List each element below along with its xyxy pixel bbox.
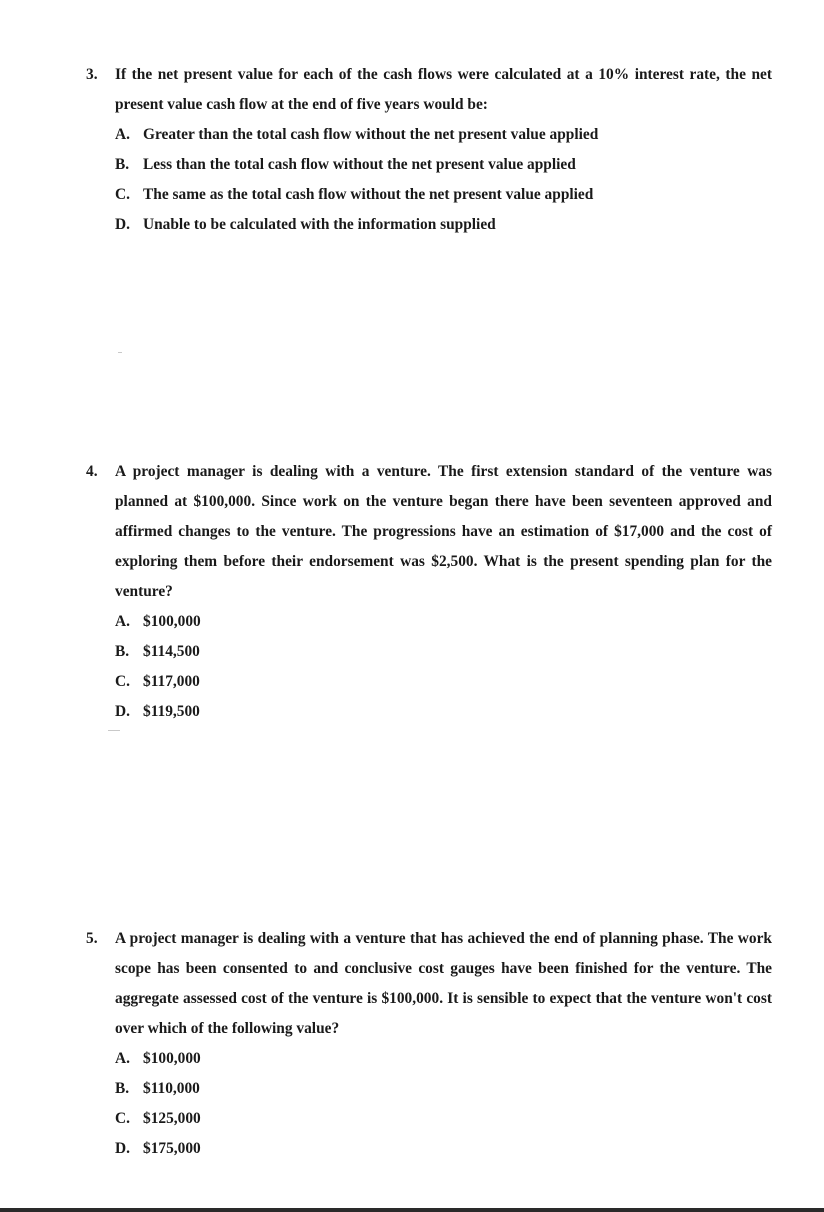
question-number: 5. [86,930,98,947]
option-a [115,120,772,150]
question-3-stem [86,60,772,120]
option-d [115,210,772,240]
option-c [115,180,772,210]
question-5-stem [86,924,772,1044]
option-d [115,1134,772,1164]
option-text: $100,000 [143,613,201,630]
option-letter: A. [115,1050,130,1067]
question-number: 4. [86,463,98,480]
option-text: $117,000 [143,673,200,690]
option-text: Greater than the total cash flow without the net present value applied [143,126,599,143]
option-letter: B. [115,643,130,660]
page-bottom-edge [0,1208,824,1212]
option-a [115,607,772,637]
option-d [115,697,772,727]
option-letter: B. [115,1080,130,1097]
option-letter: D. [115,216,130,233]
scan-artifact [118,352,122,353]
option-text: $110,000 [143,1080,200,1097]
option-letter: A. [115,613,130,630]
option-c [115,1104,772,1134]
option-letter: B. [115,156,130,173]
scan-artifact [108,730,120,731]
option-text: The same as the total cash flow without the net present value applied [143,186,594,203]
question-3 [86,60,772,240]
option-letter: C. [115,186,130,203]
question-5 [86,924,772,1164]
question-text: A project manager is dealing with a venture. The first extension standard of the venture was planned at $100,000. Since work on the venture began there have been seventeen approved and affirmed changes to the venture. The progressions have an estimation of $17,000 and the cost of exploring them before their endorsement was $2,500. What is the present spending plan for the venture? [115,463,772,600]
question-5-options [86,1044,772,1164]
option-letter: A. [115,126,130,143]
option-b [115,150,772,180]
option-letter: D. [115,1140,130,1157]
option-letter: D. [115,703,130,720]
option-letter: C. [115,673,130,690]
option-text: $119,500 [143,703,200,720]
question-3-options [86,120,772,240]
option-text: $100,000 [143,1050,201,1067]
option-text: $125,000 [143,1110,201,1127]
question-text: A project manager is dealing with a venture that has achieved the end of planning phase. The work scope has been consented to and conclusive cost gauges have been finished for the venture. The aggregate assessed cost of the venture is $100,000. It is sensible to expect that the venture won't cost over which of the following value? [115,930,772,1037]
option-letter: C. [115,1110,130,1127]
option-text: Less than the total cash flow without the net present value applied [143,156,576,173]
option-c [115,667,772,697]
question-4-stem [86,457,772,607]
question-4-options [86,607,772,727]
question-text: If the net present value for each of the cash flows were calculated at a 10% interest rate, the net present value cash flow at the end of five years would be: [115,66,772,113]
option-b [115,637,772,667]
option-text: Unable to be calculated with the information supplied [143,216,496,233]
option-text: $114,500 [143,643,200,660]
option-a [115,1044,772,1074]
question-number: 3. [86,66,98,83]
option-text: $175,000 [143,1140,201,1157]
question-4 [86,457,772,727]
option-b [115,1074,772,1104]
